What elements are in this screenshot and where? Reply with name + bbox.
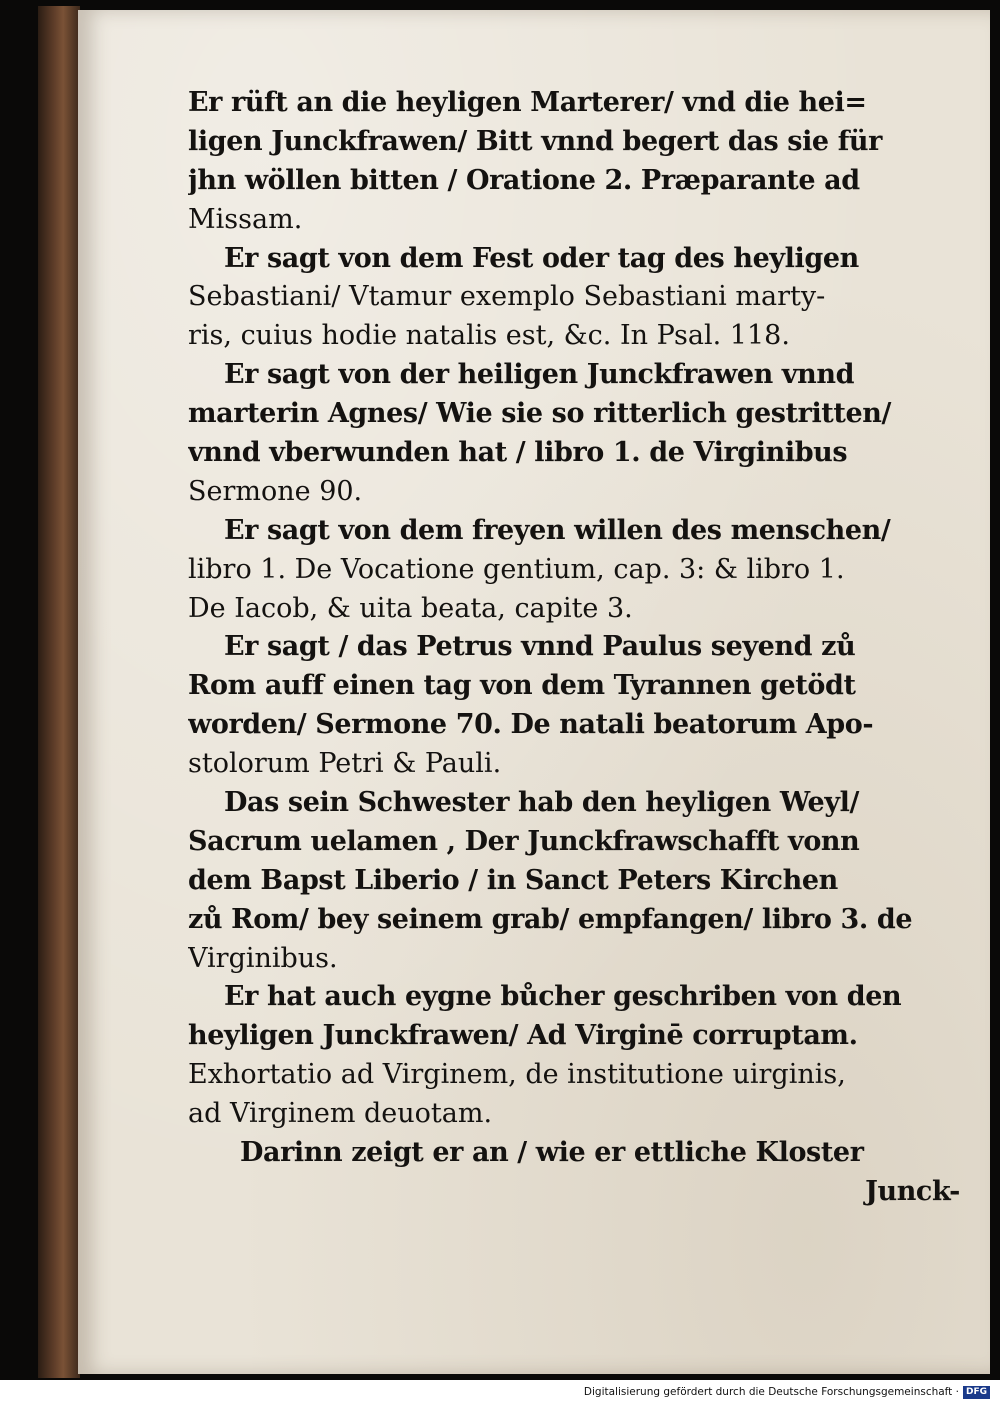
text-line: worden/ Sermone 70. De natali beatorum Apo- bbox=[188, 709, 874, 741]
text-line: Er sagt / das Petrus vnnd Paulus seyend zů bbox=[224, 631, 856, 663]
text-line: De Iacob, & uita beata, capite 3. bbox=[188, 592, 633, 624]
page-text bbox=[188, 84, 970, 1212]
text-line: Missam. bbox=[188, 203, 303, 235]
binding-edge bbox=[38, 6, 80, 1378]
text-line: Sebastiani/ Vtamur exemplo Sebastiani marty- bbox=[188, 281, 826, 313]
text-line: Er hat auch eygne bůcher geschriben von den bbox=[224, 981, 902, 1013]
text-line: marterin Agnes/ Wie sie so ritterlich gestritten/ bbox=[188, 398, 891, 430]
text-line: vnnd vberwunden hat / libro 1. de Virginibus bbox=[188, 437, 848, 469]
text-line: ligen Junckfrawen/ Bitt vnnd begert das sie für bbox=[188, 125, 882, 157]
footer-credit: Digitalisierung gefördert durch die Deutsche Forschungsgemeinschaft · bbox=[583, 1386, 959, 1398]
text-line: libro 1. De Vocatione gentium, cap. 3: & libro 1. bbox=[188, 553, 845, 585]
text-line: Sermone 90. bbox=[188, 475, 363, 507]
text-line: ris, cuius hodie natalis est, &c. In Psal. 118. bbox=[188, 320, 790, 352]
text-line: Er sagt von der heiligen Junckfrawen vnnd bbox=[224, 359, 855, 391]
text-line: Exhortatio ad Virginem, de institutione uirginis, bbox=[188, 1059, 846, 1091]
text-line: ad Virginem deuotam. bbox=[188, 1098, 493, 1130]
text-line: Rom auff einen tag von dem Tyrannen getödt bbox=[188, 670, 856, 702]
text-line: Virginibus. bbox=[188, 942, 338, 974]
text-line: Darinn zeigt er an / wie er ettliche Kloster bbox=[240, 1137, 864, 1169]
footer-bar bbox=[0, 1380, 1000, 1404]
text-line: Er rüft an die heyligen Marterer/ vnd die hei= bbox=[188, 87, 867, 118]
text-line: dem Bapst Liberio / in Sanct Peters Kirchen bbox=[188, 864, 838, 896]
text-line: Das sein Schwester hab den heyligen Weyl/ bbox=[224, 787, 859, 819]
dfg-logo: DFG bbox=[963, 1386, 990, 1399]
text-line: stolorum Petri & Pauli. bbox=[188, 748, 502, 780]
catchword: Junck- bbox=[865, 1175, 960, 1207]
text-line: Er sagt von dem freyen willen des menschen/ bbox=[224, 514, 891, 546]
text-line: zů Rom/ bey seinem grab/ empfangen/ libro 3. de bbox=[188, 903, 913, 935]
text-line: Sacrum uelamen , Der Junckfrawschafft vonn bbox=[188, 825, 860, 857]
text-line: jhn wöllen bitten / Oratione 2. Præparante ad bbox=[188, 164, 860, 196]
text-line: heyligen Junckfrawen/ Ad Virginē corruptam. bbox=[188, 1020, 858, 1052]
text-line: Er sagt von dem Fest oder tag des heyligen bbox=[224, 242, 859, 274]
